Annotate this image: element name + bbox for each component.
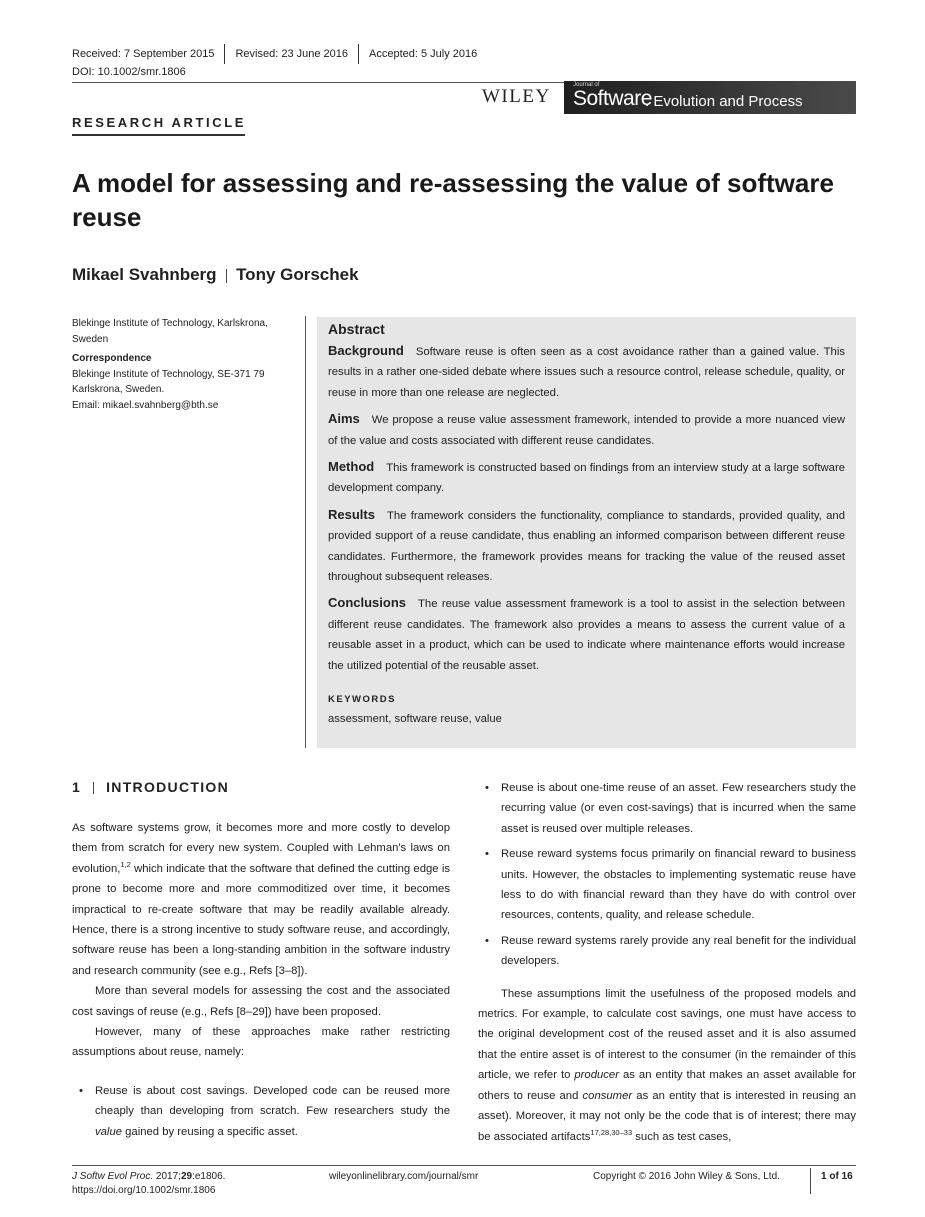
correspondence-address: Blekinge Institute of Technology, SE-371 79 Karlskrona, Sweden. <box>72 368 265 395</box>
text: 2017; <box>153 1171 181 1182</box>
paragraph: More than several models for assessing the cost and the associated cost savings of reuse (e.g., Refs [8–29]) have been proposed. <box>72 985 450 1018</box>
author-list <box>72 265 359 285</box>
left-column <box>72 818 450 1147</box>
doi-link[interactable]: https://doi.org/10.1002/smr.1806 <box>72 1185 216 1196</box>
section-text: This framework is constructed based on findings from an interview study at a large software development company. <box>328 462 845 495</box>
section-label: Results <box>328 506 375 522</box>
list-item: • Reuse is about one-time reuse of an asset. Few researchers study the recurring value (or even cost-savings) that is incurred when the same asset is reused over multiple releases. <box>478 778 856 839</box>
divider <box>226 269 228 283</box>
assumption-list <box>478 778 856 972</box>
section-title: INTRODUCTION <box>106 779 230 795</box>
journal-small-label: Journal of <box>573 82 600 88</box>
text: as an entity that is interested in reusing an asset). Moreover, it may not only be the code that is of interest; there may be associated artifacts <box>478 1089 856 1143</box>
text: gained by reusing a specific asset. <box>122 1125 298 1138</box>
citation[interactable]: 1,2 <box>120 860 131 870</box>
citation-line <box>72 1171 225 1182</box>
text: :e1806. <box>192 1171 226 1182</box>
text: These assumptions limit the usefulness of the proposed models and metrics. For example, to calculate cost savings, one must have access to the original development cost of the reused asset and it is also assumed that the entire asset is of interest to the consumer (in the remainder of this article, we refer to <box>478 987 856 1082</box>
abstract-background <box>328 341 845 403</box>
email[interactable]: Email: mikael.svahnberg@bth.se <box>72 399 219 411</box>
paragraph <box>72 818 450 981</box>
revised-date: Revised: 23 June 2016 <box>235 48 349 60</box>
abstract-conclusions <box>328 593 845 676</box>
section-text: Software reuse is often seen as a cost avoidance rather than a gained value. This results in a rather one-sided debate where issues such a resource control, release schedule, quality, or reuse in more than one release are neglected. <box>328 346 845 399</box>
journal-abbrev: J Softw Evol Proc. <box>72 1171 154 1182</box>
journal-name: Software <box>573 87 652 110</box>
divider <box>93 782 94 794</box>
emphasis: producer <box>574 1069 619 1082</box>
correspondence-label: Correspondence <box>72 353 152 364</box>
article-type-underline <box>72 134 245 136</box>
section-text: The framework considers the functionality, compliance to standards, provided quality, and provided support of a reuse candidate, thus enabling an informed comparison between different reuse candidates. Furthermore, the framework provides means for tracking the value of the reused asset throughout subsequent releases. <box>328 509 845 584</box>
paragraph <box>478 984 856 1147</box>
keywords-heading: KEYWORDS <box>328 694 396 706</box>
section-label: Method <box>328 459 375 475</box>
section-text: The reuse value assessment framework is a tool to assist in the selection between different reuse candidates. The framework also provides a means to assess the current value of a reusable asset in a product, which can be used to indicate where maintenance efforts would increase the utilized potential of the reusable asset. <box>328 598 845 672</box>
institution: Blekinge Institute of Technology, Karlskrona, Sweden <box>72 318 268 345</box>
emphasis: value <box>95 1125 123 1138</box>
section-label: Background <box>328 343 404 358</box>
journal-subtitle: : Evolution and Process <box>645 93 803 110</box>
footer-rule <box>72 1165 856 1166</box>
right-column <box>478 778 856 1147</box>
section-heading <box>72 779 229 795</box>
article-title: A model for assessing and re-assessing the value of software reuse <box>72 168 834 232</box>
text: Reuse is about cost savings. Developed code can be reused more cheaply than developing from scratch. Few researchers study the <box>95 1084 450 1118</box>
author[interactable]: Mikael Svahnberg <box>72 265 217 284</box>
footer-divider <box>810 1168 811 1194</box>
paragraph: However, many of these approaches make rather restricting assumptions about reuse, namely: <box>72 1026 450 1059</box>
emphasis: consumer <box>582 1089 633 1102</box>
accepted-date: Accepted: 5 July 2016 <box>369 48 478 60</box>
list-item <box>72 1081 450 1142</box>
section-text: We propose a reuse value assessment framework, intended to provide a more nuanced view of the value and costs associated with different reuse candidates. <box>328 414 845 447</box>
citation[interactable]: 17,28,30–33 <box>590 1127 633 1137</box>
section-label: Aims <box>328 411 360 427</box>
keywords: assessment, software reuse, value <box>328 713 502 726</box>
text: such as test cases, <box>632 1130 732 1143</box>
divider <box>358 44 359 64</box>
text: As software systems grow, it becomes more and more costly to develop them from scratch for every new system. Coupled with Lehman's laws on evolution, <box>72 822 450 875</box>
article-type: RESEARCH ARTICLE <box>72 115 247 130</box>
abstract-heading: Abstract <box>328 321 385 337</box>
list-item: • Reuse reward systems focus primarily on financial reward to business units. However, the obstacles to implementing systematic reuse have less to do with financial reward than they have do with control over resources, contents, quality, and release schedule. <box>478 844 856 926</box>
journal-site-link[interactable]: wileyonlinelibrary.com/journal/smr <box>329 1171 479 1182</box>
section-label: Conclusions <box>328 595 407 611</box>
abstract-method <box>328 457 845 499</box>
copyright: Copyright © 2016 John Wiley & Sons, Ltd. <box>593 1171 780 1182</box>
publication-dates <box>72 44 477 64</box>
affiliation-block <box>72 316 294 413</box>
list-item: • Reuse reward systems rarely provide any real benefit for the individual developers. <box>478 931 856 972</box>
divider <box>224 44 225 64</box>
page-number: 1 of 16 <box>821 1171 853 1182</box>
doi[interactable]: DOI: 10.1002/smr.1806 <box>72 66 186 78</box>
section-number: 1 <box>72 779 82 795</box>
journal-banner <box>564 81 856 114</box>
text: as an entity that makes an asset available for others to reuse and <box>478 1069 856 1102</box>
author[interactable]: Tony Gorschek <box>236 265 359 284</box>
abstract-results <box>328 505 845 588</box>
abstract-box <box>317 317 856 748</box>
assumption-list <box>72 1081 450 1142</box>
volume: 29 <box>180 1171 193 1182</box>
affiliation-divider <box>305 316 306 748</box>
publisher-logo: WILEY <box>482 86 551 107</box>
received-date: Received: 7 September 2015 <box>72 48 215 60</box>
text: which indicate that the software that defined the cutting edge is prone to become more and more commoditized over time, it becomes impractical to re-create software that may be readily available already. Hence, there is a strong incentive to study software reuse, and accordingly, software reuse has been a long-standing ambition in the software industry and research community (see e.g., Refs [3–8]). <box>72 862 450 977</box>
abstract-aims <box>328 409 845 451</box>
